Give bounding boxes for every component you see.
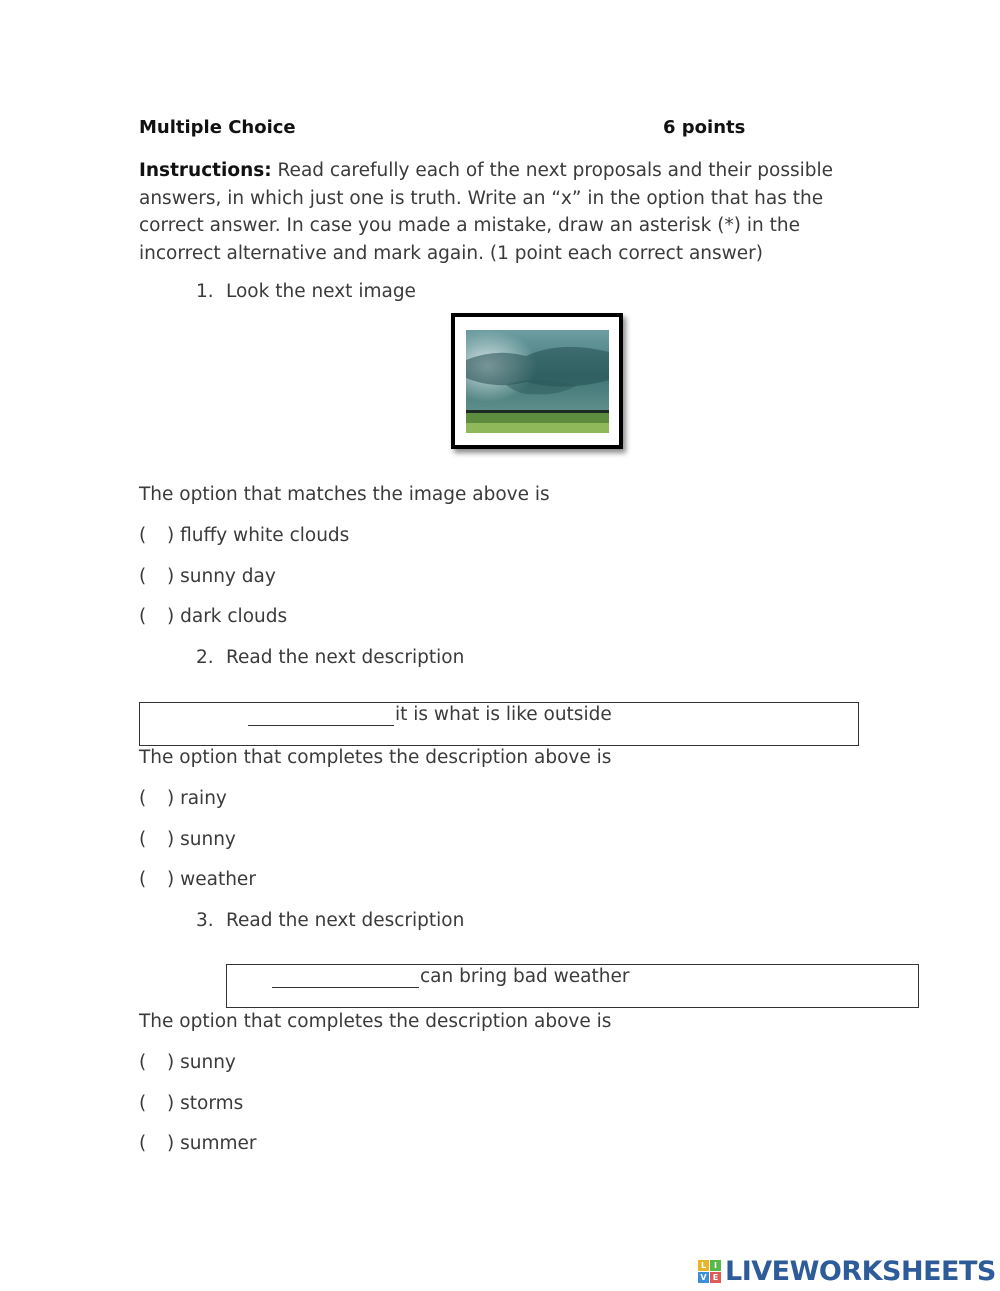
question-3-option-3[interactable] bbox=[139, 1133, 257, 1154]
liveworksheets-logo bbox=[698, 1255, 996, 1287]
question-2-description-box bbox=[139, 702, 859, 746]
section-title: Multiple Choice bbox=[139, 117, 296, 138]
option-text: dark clouds bbox=[180, 606, 288, 627]
choice-close: ) bbox=[167, 1093, 175, 1114]
question-2-prompt: The option that completes the description above is bbox=[139, 747, 612, 768]
choice-close: ) bbox=[167, 1133, 175, 1154]
choice-open: ( bbox=[139, 1133, 147, 1154]
choice-close: ) bbox=[167, 869, 175, 890]
instructions bbox=[139, 157, 839, 267]
choice-close: ) bbox=[167, 606, 175, 627]
question-1-option-3[interactable] bbox=[139, 606, 287, 627]
question-1-heading bbox=[196, 281, 416, 302]
question-2-option-3[interactable] bbox=[139, 869, 256, 890]
logo-mark-i: I bbox=[710, 1260, 721, 1271]
choice-open: ( bbox=[139, 1052, 147, 1073]
logo-mark-v: V bbox=[698, 1272, 709, 1283]
liveworksheets-logo-icon bbox=[698, 1260, 721, 1283]
choice-open: ( bbox=[139, 788, 147, 809]
question-3-description-box bbox=[226, 964, 919, 1008]
logo-text: LIVEWORKSHEETS bbox=[725, 1255, 996, 1287]
question-2-blank[interactable] bbox=[248, 725, 394, 726]
choice-open: ( bbox=[139, 606, 147, 627]
choice-open: ( bbox=[139, 525, 147, 546]
option-text: fluffy white clouds bbox=[180, 525, 350, 546]
question-2-heading bbox=[196, 647, 464, 668]
question-2-option-1[interactable] bbox=[139, 788, 227, 809]
question-3-heading bbox=[196, 910, 464, 931]
instructions-label: Instructions: bbox=[139, 160, 272, 181]
instructions-text: Read carefully each of the next proposals and their possible answers, in which just one is truth. Write an “x” in the option that has the correct answer. In case you made a mistake, draw an asterisk (*) in the incorrect alternative and mark again. (1 point each correct answer) bbox=[139, 160, 834, 264]
question-1-title: Look the next image bbox=[226, 281, 416, 302]
choice-open: ( bbox=[139, 829, 147, 850]
question-2-number: 2. bbox=[196, 647, 214, 668]
option-text: storms bbox=[180, 1093, 244, 1114]
question-1-option-2[interactable] bbox=[139, 566, 276, 587]
question-3-option-2[interactable] bbox=[139, 1093, 243, 1114]
option-text: rainy bbox=[180, 788, 227, 809]
choice-close: ) bbox=[167, 829, 175, 850]
question-3-prompt: The option that completes the description above is bbox=[139, 1011, 612, 1032]
storm-cloud-photo bbox=[466, 330, 609, 433]
question-2-option-2[interactable] bbox=[139, 829, 236, 850]
question-1-number: 1. bbox=[196, 281, 214, 302]
question-1-prompt: The option that matches the image above is bbox=[139, 484, 550, 505]
choice-close: ) bbox=[167, 788, 175, 809]
choice-open: ( bbox=[139, 869, 147, 890]
choice-close: ) bbox=[167, 1052, 175, 1073]
choice-close: ) bbox=[167, 566, 175, 587]
question-3-blank[interactable] bbox=[272, 987, 419, 988]
question-3-title: Read the next description bbox=[226, 910, 465, 931]
option-text: sunny day bbox=[180, 566, 276, 587]
question-2-description: it is what is like outside bbox=[395, 704, 612, 725]
option-text: sunny bbox=[180, 829, 236, 850]
storm-cloud-image bbox=[451, 313, 623, 449]
option-text: weather bbox=[180, 869, 256, 890]
choice-open: ( bbox=[139, 1093, 147, 1114]
question-3-option-1[interactable] bbox=[139, 1052, 236, 1073]
option-text: sunny bbox=[180, 1052, 236, 1073]
question-3-description: can bring bad weather bbox=[420, 966, 630, 987]
logo-mark-e: E bbox=[710, 1272, 721, 1283]
choice-close: ) bbox=[167, 525, 175, 546]
question-1-option-1[interactable] bbox=[139, 525, 349, 546]
question-3-number: 3. bbox=[196, 910, 214, 931]
section-points: 6 points bbox=[663, 117, 746, 138]
choice-open: ( bbox=[139, 566, 147, 587]
logo-mark-l: L bbox=[698, 1260, 709, 1271]
question-2-title: Read the next description bbox=[226, 647, 465, 668]
option-text: summer bbox=[180, 1133, 257, 1154]
